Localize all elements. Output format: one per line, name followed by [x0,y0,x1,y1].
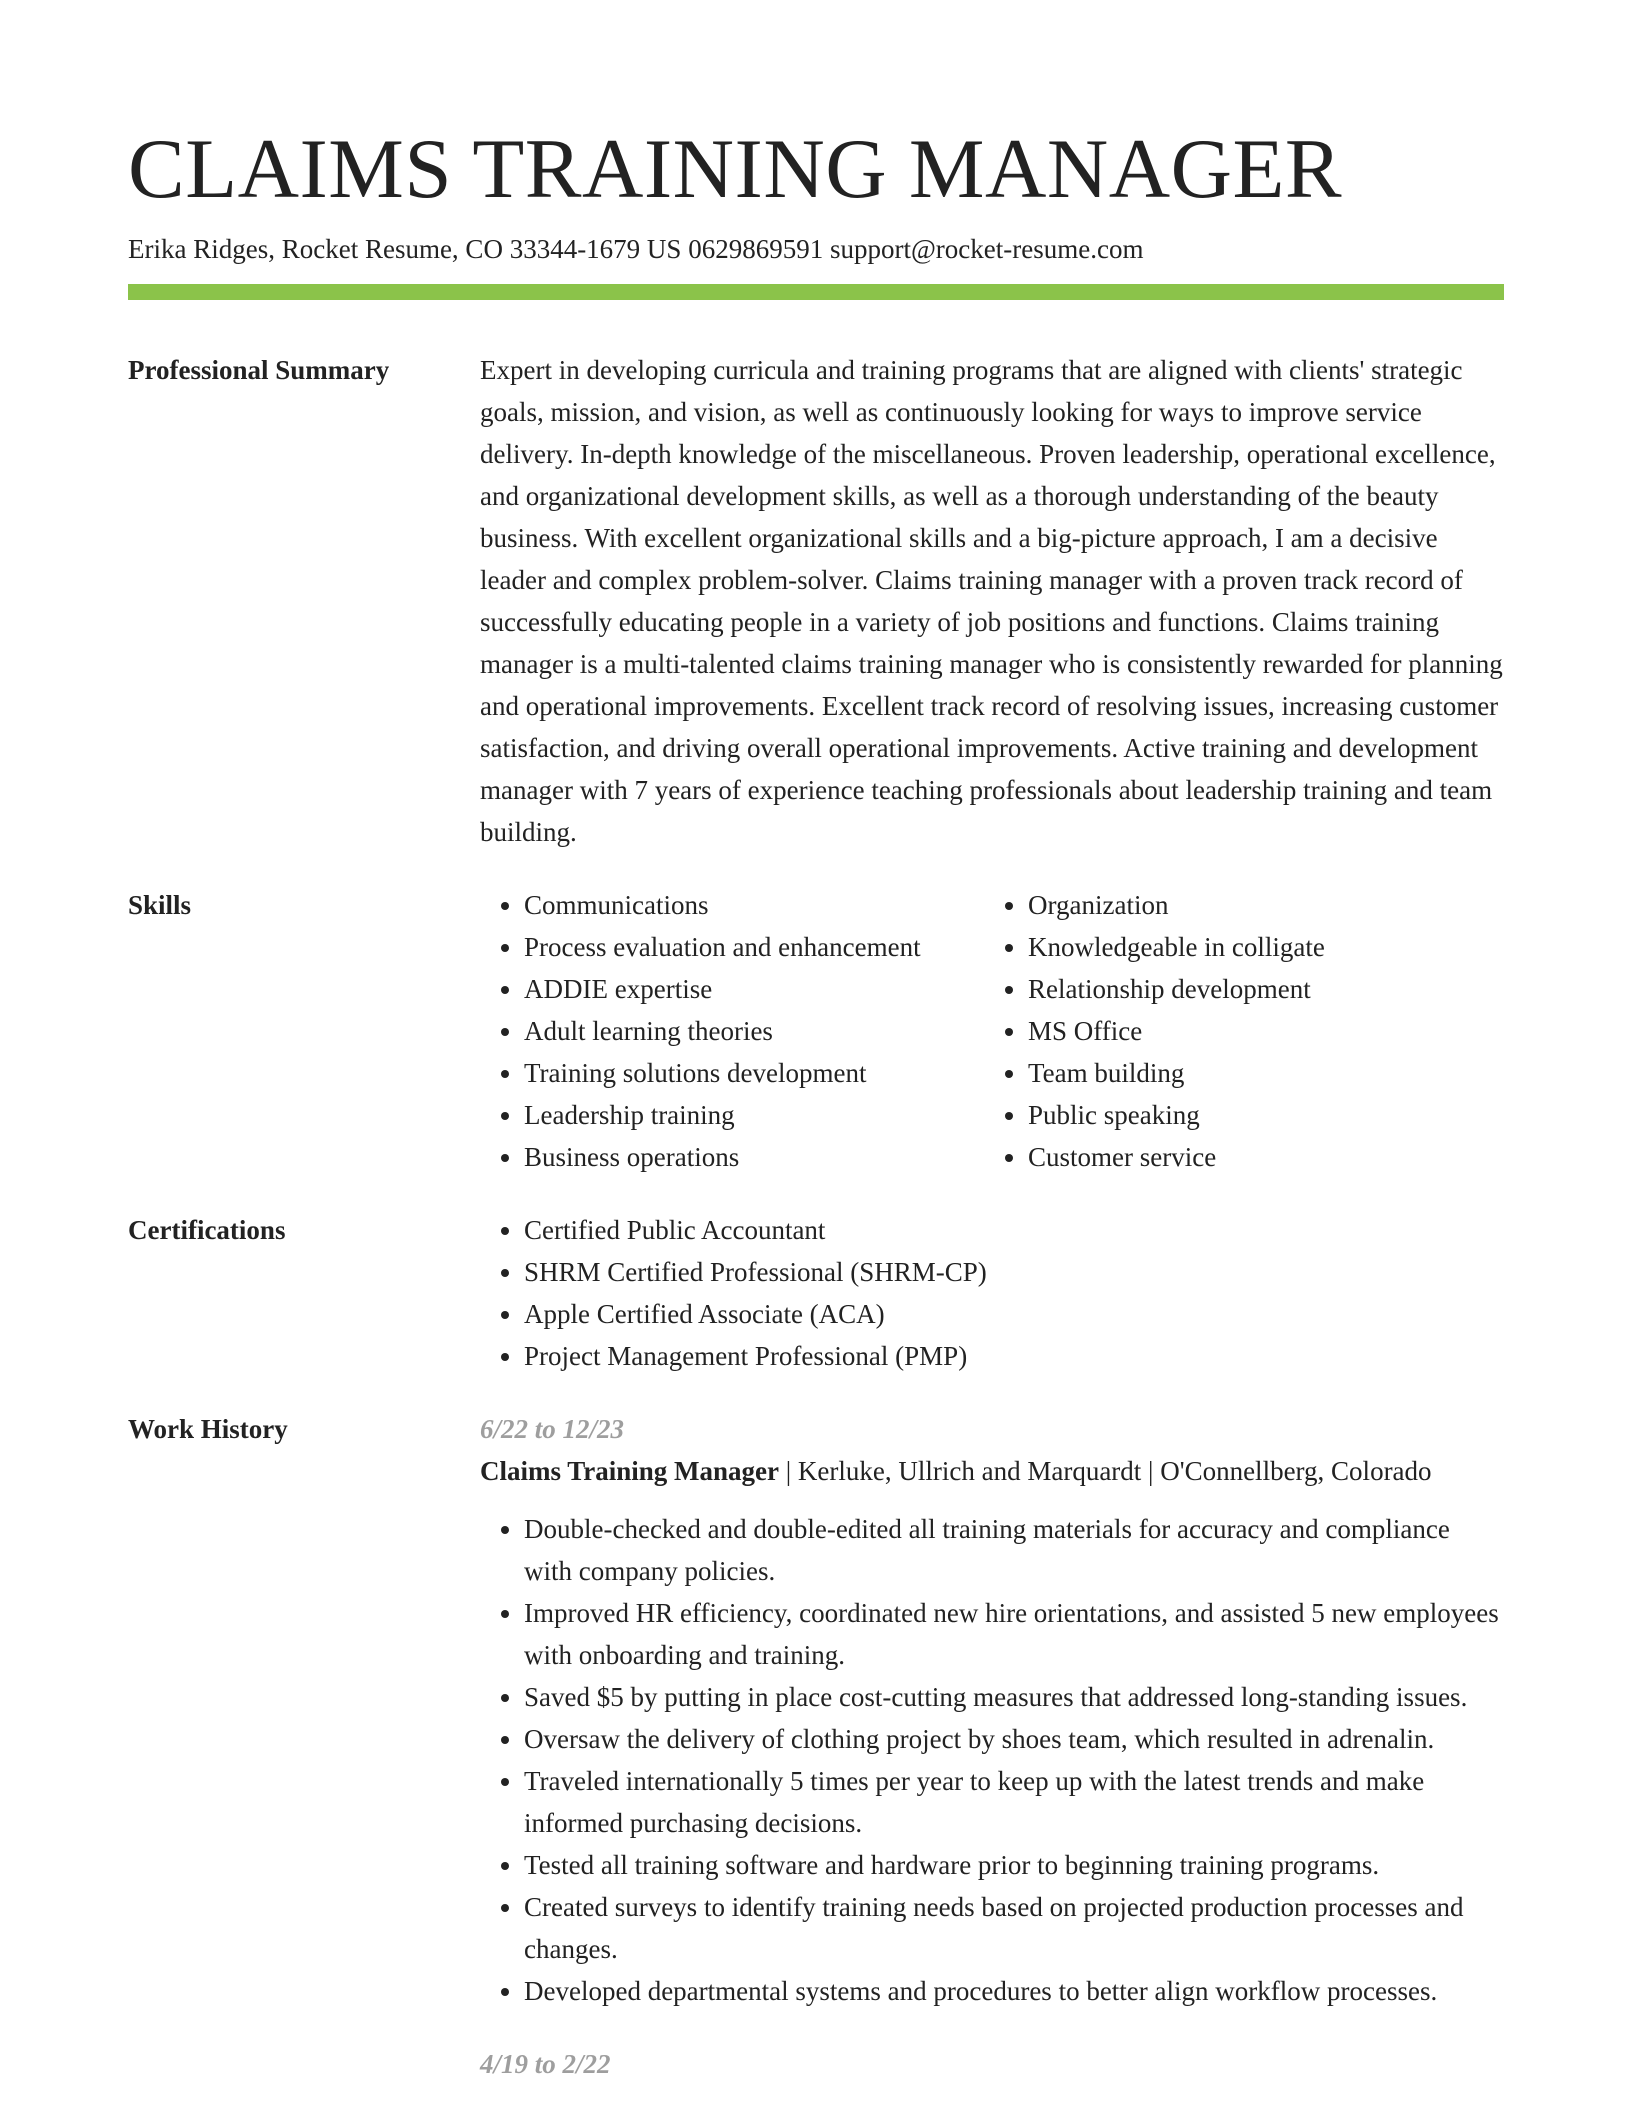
resume-page [128,118,1504,2085]
skill-item: • Relationship development [1028,968,1488,1010]
skills-list-left [480,884,984,1178]
certification-item: • SHRM Certified Professional (SHRM-CP) [524,1251,1504,1293]
skills-list-right [984,884,1488,1178]
skills-label: Skills [128,890,192,920]
job-heading [480,1450,1504,1492]
certifications-label: Certifications [128,1215,286,1245]
job-title: Claims Training Manager [480,1456,780,1486]
certification-item: • Apple Certified Associate (ACA) [524,1293,1504,1335]
skill-item: • Process evaluation and enhancement [524,926,984,968]
skill-item: • Business operations [524,1136,984,1178]
skill-item: • Team building [1028,1052,1488,1094]
skill-item: • ADDIE expertise [524,968,984,1010]
header-divider [128,284,1504,300]
resume-title: CLAIMS TRAINING MANAGER [128,122,1343,216]
skill-item: • Adult learning theories [524,1010,984,1052]
job-bullets [480,1508,1504,2012]
summary-section [128,349,1504,853]
job-details: | Kerluke, Ullrich and Marquardt | O'Connellberg, Colorado [779,1456,1432,1486]
work-history-label: Work History [128,1414,288,1444]
skill-item: • Customer service [1028,1136,1488,1178]
work-history-section [128,1408,1504,2085]
summary-label: Professional Summary [128,355,390,385]
certification-item: • Project Management Professional (PMP) [524,1335,1504,1377]
job-dates: 6/22 to 12/23 [480,1414,625,1444]
job-bullet: • Oversaw the delivery of clothing project by shoes team, which resulted in adrenalin. [524,1718,1504,1760]
certification-item: • Certified Public Accountant [524,1209,1504,1251]
job-bullet: • Traveled internationally 5 times per year to keep up with the latest trends and make informed purchasing decisions. [524,1760,1504,1844]
job-bullet: • Saved $5 by putting in place cost-cutting measures that addressed long-standing issues. [524,1676,1504,1718]
skills-section [128,884,1504,1178]
certifications-section [128,1209,1504,1377]
skill-item: • Leadership training [524,1094,984,1136]
skill-item: • MS Office [1028,1010,1488,1052]
skill-item: • Organization [1028,884,1488,926]
skill-item: • Training solutions development [524,1052,984,1094]
job-bullet: • Developed departmental systems and procedures to better align workflow processes. [524,1970,1504,2012]
certifications-list [480,1209,1504,1377]
job-bullet: • Improved HR efficiency, coordinated new hire orientations, and assisted 5 new employees with onboarding and training. [524,1592,1504,1676]
skill-item: • Knowledgeable in colligate [1028,926,1488,968]
summary-text: Expert in developing curricula and training programs that are aligned with clients' strategic goals, mission, and vision, as well as continuously looking for ways to improve service delivery. In-depth knowledge of the miscellaneous. Proven leadership, operational excellence, and organizational development skills, as well as a thorough understanding of the beauty business. With excellent organizational skills and a big-picture approach, I am a decisive leader and complex problem-solver. Claims training manager with a proven track record of successfully educating people in a variety of job positions and functions. Claims training manager is a multi-talented claims training manager who is consistently rewarded for planning and operational improvements. Excellent track record of resolving issues, increasing customer satisfaction, and driving overall operational improvements. Active training and development manager with 7 years of experience teaching professionals about leadership training and team building. [480,355,1503,847]
skill-item: • Communications [524,884,984,926]
skill-item: • Public speaking [1028,1094,1488,1136]
contact-line: Erika Ridges, Rocket Resume, CO 33344-1679 US 0629869591 support@rocket-resume.com [128,234,1144,264]
job-bullet: • Created surveys to identify training needs based on projected production processes and changes. [524,1886,1504,1970]
job-bullet: • Double-checked and double-edited all training materials for accuracy and compliance with company policies. [524,1508,1504,1592]
job-bullet: • Tested all training software and hardware prior to beginning training programs. [524,1844,1504,1886]
job-dates: 4/19 to 2/22 [480,2049,611,2079]
